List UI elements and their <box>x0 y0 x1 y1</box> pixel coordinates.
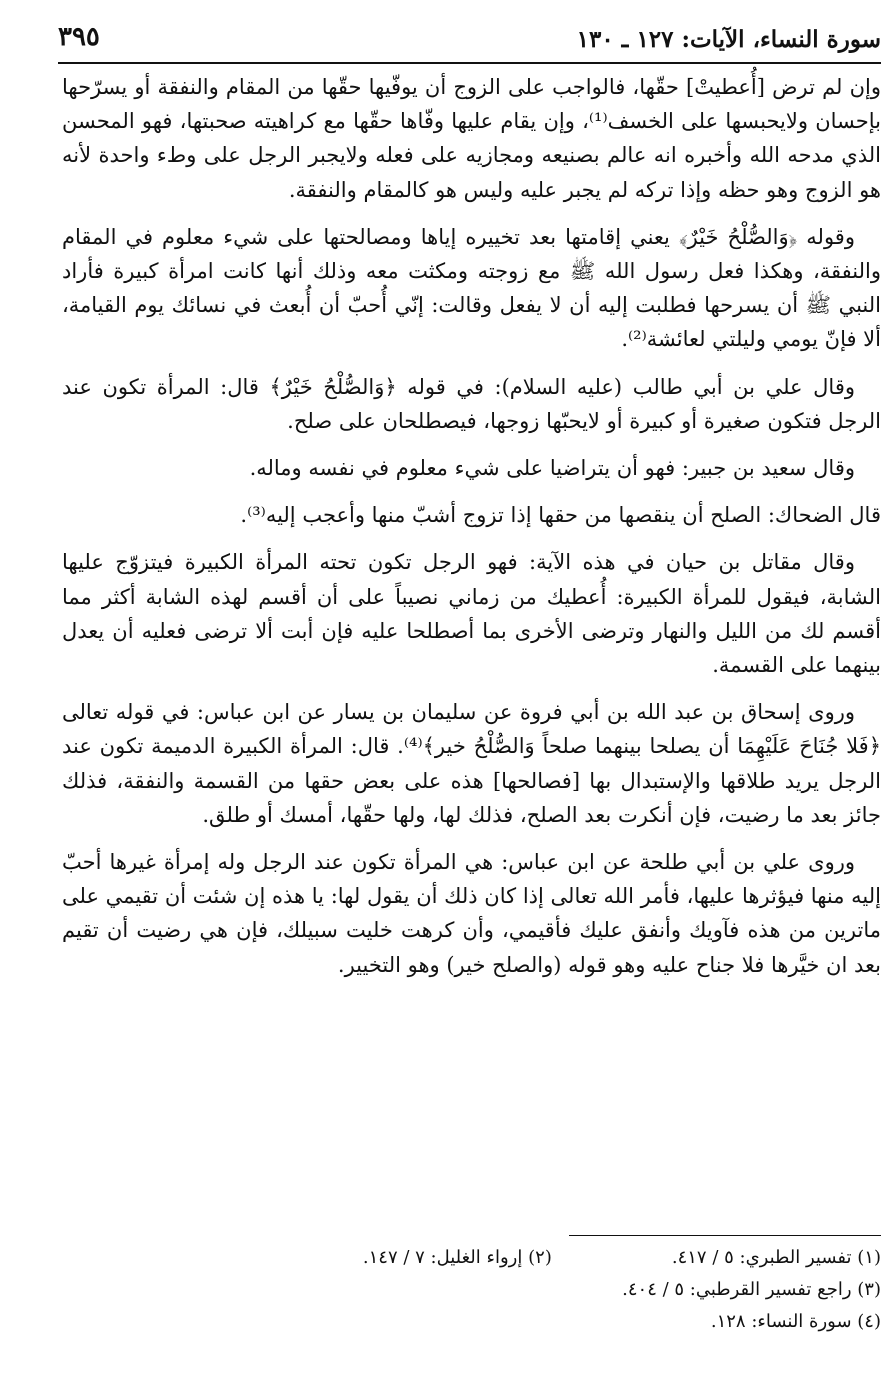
paragraph-8: وروى علي بن أبي طلحة عن ابن عباس: هي المرأة تكون عند الرجل وله إمرأة غيرها أحبّ إليه منها فيؤثرها عليها، فأمر الله تعالى إذا كان ذلك أن يقول لها: يا هذه إن شئت أن تقيمي على ماترين من هذه فآويك وأنفق عليك فأقيمي، وأن كرهت خليت سبيلك، فإن هي رضيت أن تقيم بعد ان خيَّرها فلا جناح عليه وهو قوله (والصلح خير) وهو التخيير. <box>62 850 881 977</box>
footnote-3 <box>622 1274 881 1306</box>
paragraph-2: وقوله ﴿وَالصُّلْحُ خَيْرٌ﴾ يعني إقامتها بعد تخييره إياها ومصالحتها على شيء معلوم في المقام والنفقة، وهكذا فعل رسول الله ﷺ مع زوجته ومكثت معه وذلك أنها كانت امرأة كبيرة فأراد النبي ﷺ أن يسرحها فطلبت إليه أن لا يفعل وقالت: إنّي أُحبّ أن أُبعث في نسائك يوم القيامة، ألا فإنّ يومي وليلتي لعائشة⁽²⁾. <box>62 224 881 352</box>
footnote-text: سورة النساء: ١٢٨. <box>710 1311 852 1332</box>
paragraph-6: وقال مقاتل بن حيان في هذه الآية: فهو الرجل تكون تحته المرأة الكبيرة فيتزوّج عليها الشابة، فيقول للمرأة الكبيرة: أُعطيك من زماني نصيباً على أن أقسم لهذه الشابة أكثر مما أقسم لك من الليل والنهار وترضى الأخرى بما أصطلحا عليه فإن أبت ألا ترضى فعليه أن يعدل بينهما على القسمة. <box>62 550 881 678</box>
main-text <box>62 70 881 995</box>
footnote-row <box>150 1306 881 1338</box>
running-title: سورة النساء، الآيات: ١٢٧ ـ ١٣٠ <box>576 26 881 53</box>
paragraph-3: وقال علي بن أبي طالب (عليه السلام): في قوله ﴿وَالصُّلْحُ خَيْرٌ﴾ قال: المرأة تكون عند الرجل فتكون صغيرة أو كبيرة أو لايحبّها زوجها، فيصطلحان على صلح. <box>62 374 881 433</box>
paragraph-7: وروى إسحاق بن عبد الله بن أبي فروة عن سليمان بن يسار عن ابن عباس: في قوله تعالى ﴿فَلا جُنَاحَ عَلَيْهِمَا أن يصلحا بينهما صلحاً وَالصُّلْحُ خير﴾⁽⁴⁾. قال: المرأة الكبيرة الدميمة تكون عند الرجل يريد طلاقها والإستبدال بها [فصالحها] هذه على بعض حقها من القسمة والنفقة، فذلك جائز بعد ما رضيت، فإن أنكرت بعد الصلح، فذلك لها، ولها حقّها، أمسك أو طلق. <box>62 700 881 827</box>
paragraph-1: وإن لم ترض [أُعطيتْ] حقّها، فالواجب على الزوج أن يوفّيها حقّها من المقام والنفقة أو يسرّحها بإحسان ولايحبسها على الخسف⁽¹⁾، وإن يقام عليها وفّاها حقّها مع كراهيته صحبتها، فهو المحسن الذي مدحه الله وأخبره انه عالم بصنيعه ومجازيه على فعله ولايجبر الرجل على وطء واحدة لأنه هو الزوج وهو حظه وإذا تركه لم يجبر عليه وليس هو كالمقام والنفقة. <box>62 75 881 202</box>
footnote-2 <box>363 1242 552 1274</box>
footnote-number: (٢) <box>528 1247 552 1268</box>
page-number: ٣٩٥ <box>58 22 100 52</box>
footnote-number: (١) <box>857 1247 881 1268</box>
paragraph-5: قال الضحاك: الصلح أن ينقصها من حقها إذا تزوج أشبّ منها وأعجب إليه⁽³⁾. <box>240 503 881 528</box>
footnote-text: إرواء الغليل: ٧ / ١٤٧. <box>362 1247 523 1268</box>
footnote-text: راجع تفسير القرطبي: ٥ / ٤٠٤. <box>622 1279 852 1300</box>
footnotes <box>150 1242 881 1338</box>
footnote-number: (٤) <box>857 1311 881 1332</box>
footnote-4 <box>711 1306 881 1338</box>
paragraph-4: وقال سعيد بن جبير: فهو أن يتراضيا على شيء معلوم في نفسه وماله. <box>249 456 855 481</box>
page-header <box>58 22 881 64</box>
footnote-1 <box>672 1242 881 1274</box>
footnote-text: تفسير الطبري: ٥ / ٤١٧. <box>671 1247 852 1268</box>
footnote-number: (٣) <box>857 1279 881 1300</box>
footnote-row <box>150 1274 881 1306</box>
footnotes-divider <box>569 1235 881 1236</box>
footnote-row <box>150 1242 881 1274</box>
